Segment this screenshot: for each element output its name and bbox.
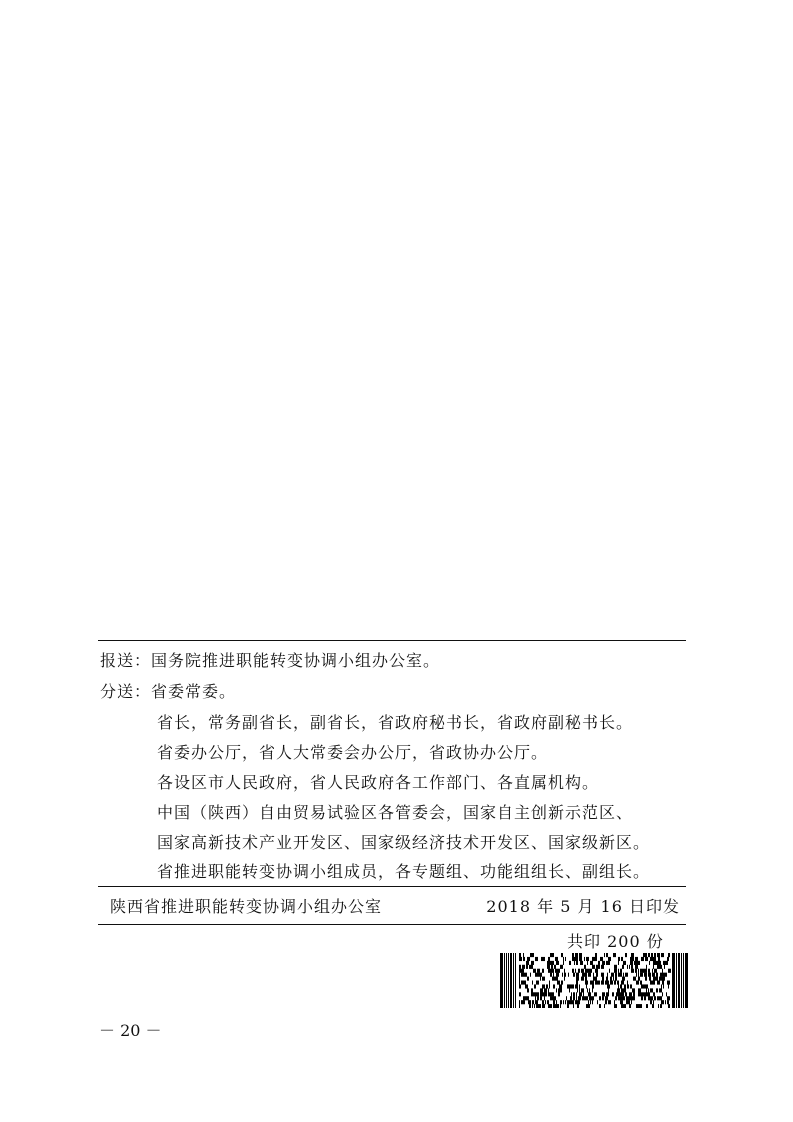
copy-to-recipient: 省长，常务副省长，副省长，省政府秘书长，省政府副秘书长。	[157, 713, 634, 732]
report-to-line	[100, 651, 440, 671]
copy-to-recipient: 国家高新技术产业开发区、国家级经济技术开发区、国家级新区。	[157, 833, 651, 852]
copy-to-recipient: 中国（陕西）自由贸易试验区各管委会，国家自主创新示范区、	[157, 803, 634, 822]
top-rule	[98, 640, 686, 641]
report-to-label: 报送：	[100, 651, 152, 670]
bottom-rule	[98, 924, 686, 925]
copy-to-label: 分送：	[100, 682, 152, 701]
middle-rule	[98, 886, 686, 887]
issue-date: 2018 年 5 月 16 日印发	[486, 897, 680, 916]
report-to-value: 国务院推进职能转变协调小组办公室。	[151, 651, 441, 670]
copy-to-recipient: 省推进职能转变协调小组成员，各专题组、功能组组长、副组长。	[157, 862, 651, 881]
page-number: － 20 －	[99, 1021, 162, 1040]
issuer: 陕西省推进职能转变协调小组办公室	[110, 897, 383, 916]
barcode-image	[500, 953, 688, 1008]
copy-to-line	[100, 682, 236, 702]
copy-to-recipient: 省委办公厅，省人大常委会办公厅，省政协办公厅。	[157, 743, 549, 762]
copy-to-recipient: 各设区市人民政府，省人民政府各工作部门、各直属机构。	[157, 773, 600, 792]
copy-to-first: 省委常委。	[151, 682, 237, 701]
print-copies: 共印 200 份	[567, 932, 664, 951]
